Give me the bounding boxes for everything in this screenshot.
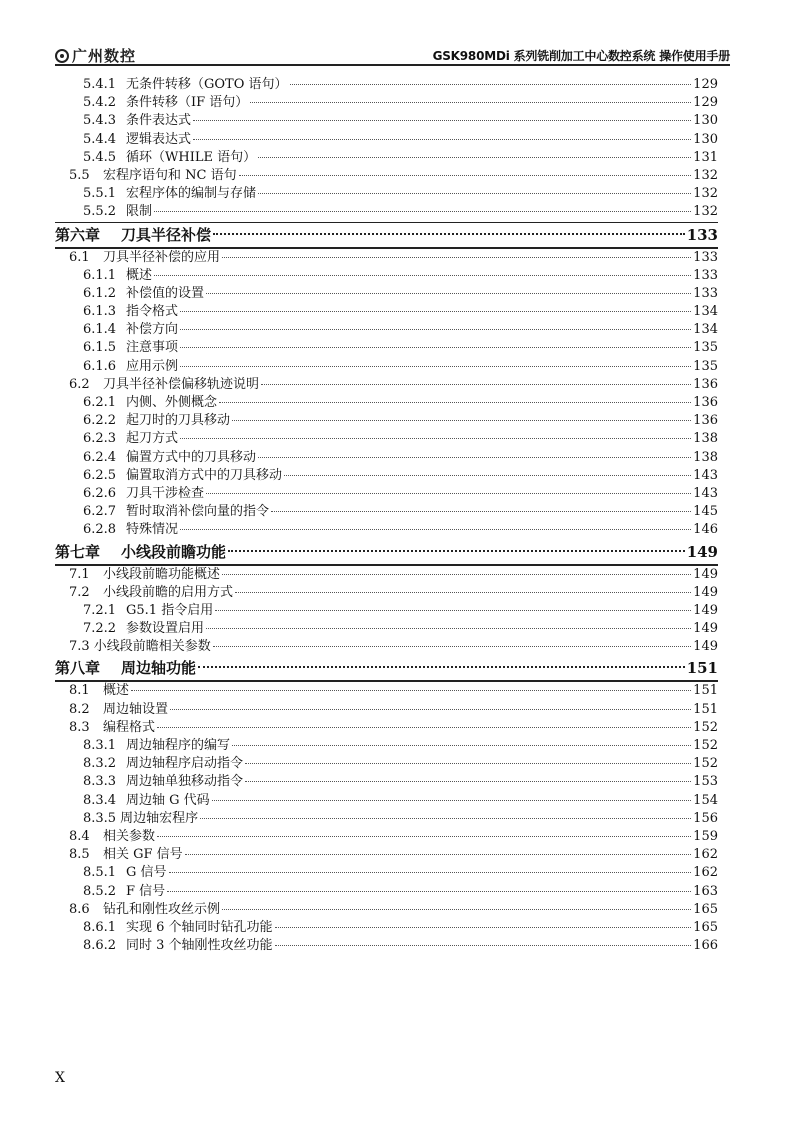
toc-leader-dots — [206, 628, 691, 629]
toc-entry[interactable] — [55, 521, 718, 539]
toc-section-title: 周边轴宏程序 — [120, 810, 199, 826]
toc-leader-dots — [180, 311, 691, 312]
toc-section-title: 周边轴设置 — [103, 701, 169, 717]
toc-page-number: 133 — [693, 285, 718, 301]
toc-section-title: 钻孔和刚性攻丝示例 — [103, 901, 221, 917]
toc-page-number: 149 — [693, 621, 718, 637]
toc-entry[interactable] — [55, 485, 718, 503]
toc-section-title: 小线段前瞻相关参数 — [93, 639, 211, 655]
toc-leader-dots — [258, 157, 691, 158]
toc-entry[interactable] — [55, 937, 718, 955]
toc-page-number: 134 — [693, 304, 718, 320]
toc-entry[interactable] — [55, 864, 718, 882]
page-header — [55, 44, 730, 66]
toc-leader-dots — [180, 529, 691, 530]
toc-leader-dots — [232, 745, 691, 746]
toc-section-title: 周边轴程序启动指令 — [126, 756, 244, 772]
toc-leader-dots — [180, 366, 691, 367]
company-logo — [55, 45, 136, 66]
toc-entry[interactable] — [55, 249, 718, 267]
toc-entry[interactable] — [55, 620, 718, 638]
toc-section-number: 7.2 — [69, 584, 90, 600]
toc-page-number: 165 — [693, 901, 718, 917]
toc-section-number: 8.3.1 — [83, 738, 117, 753]
toc-chapter-entry[interactable] — [55, 540, 718, 566]
toc-section-title: 限制 — [126, 204, 153, 220]
toc-leader-dots — [193, 139, 691, 140]
toc-entry[interactable] — [55, 755, 718, 773]
toc-leader-dots — [213, 233, 685, 235]
toc-leader-dots — [258, 457, 691, 458]
toc-section-title: 注意事项 — [126, 340, 179, 356]
toc-entry[interactable] — [55, 321, 718, 339]
toc-leader-dots — [245, 781, 691, 782]
toc-leader-dots — [131, 690, 691, 691]
toc-section-title: 周边轴 G 代码 — [126, 792, 210, 808]
toc-section-title: 同时 3 个轴刚性攻丝功能 — [126, 938, 273, 954]
toc-page-number: 149 — [686, 542, 718, 561]
toc-section-title: 条件转移（IF 语句） — [126, 95, 249, 111]
toc-entry[interactable] — [55, 846, 718, 864]
toc-section-number: 6.2.4 — [83, 449, 117, 465]
toc-section-number: 8.5.1 — [83, 865, 117, 881]
toc-leader-dots — [275, 927, 692, 928]
toc-page-number: 152 — [693, 719, 718, 735]
toc-entry[interactable] — [55, 203, 718, 221]
toc-entry[interactable] — [55, 810, 718, 828]
toc-section-number: 5.4.3 — [83, 113, 117, 129]
toc-section-title: 条件表达式 — [126, 113, 192, 129]
toc-section-title: G5.1 指令启用 — [126, 602, 214, 618]
toc-section-number: 6.1.6 — [83, 358, 117, 374]
toc-entry[interactable] — [55, 131, 718, 149]
toc-section-number: 5.5 — [69, 167, 90, 183]
toc-section-title: 指令格式 — [126, 304, 179, 320]
toc-entry[interactable] — [55, 701, 718, 719]
toc-section-title: 刀具半径补偿 — [121, 225, 212, 244]
toc-section-number: 6.2.2 — [83, 413, 117, 429]
toc-entry[interactable] — [55, 449, 718, 467]
toc-page-number: 136 — [693, 413, 718, 429]
page-number: X — [55, 1070, 65, 1086]
toc-entry[interactable] — [55, 394, 718, 412]
toc-section-number: 8.6.1 — [83, 919, 117, 935]
toc-section-number: 6.1.1 — [83, 267, 117, 283]
toc-entry[interactable] — [55, 584, 718, 602]
toc-page-number: 149 — [693, 639, 718, 655]
toc-section-title: 暂时取消补偿向量的指令 — [126, 504, 270, 520]
toc-leader-dots — [200, 818, 691, 819]
toc-page-number: 136 — [693, 395, 718, 410]
toc-entry[interactable] — [55, 167, 718, 185]
toc-section-number: 8.3.3 — [83, 774, 117, 790]
toc-section-number: 第七章 — [55, 542, 101, 561]
toc-leader-dots — [180, 347, 691, 348]
toc-page-number: 149 — [693, 602, 718, 618]
toc-section-title: 实现 6 个轴同时钻孔功能 — [126, 919, 273, 935]
toc-section-number: 6.2.5 — [83, 467, 117, 483]
toc-page-number: 149 — [693, 584, 718, 600]
toc-leader-dots — [219, 402, 691, 403]
toc-leader-dots — [157, 727, 691, 728]
toc-section-title: 周边轴程序的编写 — [126, 738, 231, 753]
toc-page-number: 129 — [693, 95, 718, 111]
manual-title: GSK980MDi 系列铣削加工中心数控系统 操作使用手册 — [432, 49, 730, 63]
toc-leader-dots — [232, 420, 691, 421]
toc-section-number: 8.3.2 — [83, 756, 117, 772]
toc-section-number: 8.4 — [69, 828, 90, 844]
toc-leader-dots — [212, 800, 692, 801]
toc-entry[interactable] — [55, 94, 718, 112]
toc-section-number: 6.2.6 — [83, 485, 117, 501]
toc-section-title: 起刀时的刀具移动 — [126, 413, 231, 429]
toc-leader-dots — [245, 763, 691, 764]
toc-entry[interactable] — [55, 376, 718, 394]
toc-leader-dots — [180, 438, 691, 439]
toc-section-number: 8.2 — [69, 701, 90, 717]
toc-section-number: 第八章 — [55, 659, 101, 678]
toc-section-title: 概述 — [126, 267, 153, 283]
toc-page-number: 130 — [693, 131, 718, 147]
toc-page-number: 143 — [693, 467, 718, 483]
toc-leader-dots — [261, 384, 691, 385]
toc-page-number: 136 — [693, 376, 718, 392]
toc-page-number: 133 — [693, 267, 718, 283]
toc-leader-dots — [206, 493, 691, 494]
toc-section-number: 6.1.5 — [83, 340, 117, 356]
toc-page-number: 151 — [686, 659, 718, 678]
toc-section-title: 编程格式 — [103, 719, 156, 735]
toc-page-number: 159 — [693, 828, 718, 844]
toc-entry[interactable] — [55, 602, 718, 620]
toc-section-title: 补偿值的设置 — [126, 285, 205, 301]
toc-section-title: 刀具半径补偿的应用 — [103, 249, 221, 265]
toc-section-number: 8.3.4 — [83, 792, 117, 808]
toc-chapter-entry[interactable] — [55, 656, 718, 682]
toc-section-title: 偏置方式中的刀具移动 — [126, 449, 257, 465]
toc-entry[interactable] — [55, 467, 718, 485]
toc-leader-dots — [206, 293, 691, 294]
toc-leader-dots — [193, 120, 691, 121]
toc-section-title: 特殊情况 — [126, 522, 179, 538]
toc-leader-dots — [157, 836, 691, 837]
toc-section-number: 第六章 — [55, 225, 101, 244]
toc-entry[interactable] — [55, 303, 718, 321]
toc-leader-dots — [169, 872, 692, 873]
toc-page-number: 166 — [693, 938, 718, 954]
toc-entry[interactable] — [55, 828, 718, 846]
logo-icon — [55, 49, 69, 63]
toc-leader-dots — [170, 709, 691, 710]
toc-section-title: 小线段前瞻功能概述 — [103, 566, 221, 582]
toc-entry[interactable] — [55, 792, 718, 810]
toc-chapter-entry[interactable] — [55, 222, 718, 249]
toc-section-number: 8.3 — [69, 719, 90, 735]
toc-page-number: 130 — [693, 113, 718, 129]
toc-page-number: 143 — [693, 485, 718, 501]
toc-leader-dots — [222, 574, 691, 575]
toc-section-title: 概述 — [103, 683, 130, 699]
toc-section-number: 8.5.2 — [83, 883, 117, 899]
toc-page-number: 135 — [693, 358, 718, 374]
toc-section-number: 7.2.2 — [83, 621, 117, 637]
toc-entry[interactable] — [55, 682, 718, 700]
toc-section-title: 起刀方式 — [126, 431, 179, 447]
toc-leader-dots — [222, 257, 691, 258]
toc-section-number: 6.2.1 — [83, 395, 117, 410]
toc-leader-dots — [180, 329, 691, 330]
toc-page-number: 162 — [693, 865, 718, 881]
toc-section-number: 6.1 — [69, 249, 90, 265]
toc-section-number: 8.1 — [69, 683, 90, 699]
toc-section-number: 5.4.5 — [83, 149, 117, 165]
toc-section-number: 5.5.1 — [83, 186, 117, 202]
toc-entry[interactable] — [55, 430, 718, 448]
toc-leader-dots — [271, 511, 691, 512]
toc-page-number: 154 — [693, 792, 718, 808]
toc-entry[interactable] — [55, 719, 718, 737]
toc-section-title: 补偿方向 — [126, 322, 179, 338]
toc-section-number: 8.6.2 — [83, 938, 117, 954]
toc-section-title: G 信号 — [126, 865, 167, 881]
toc-page-number: 138 — [693, 431, 718, 447]
toc-leader-dots — [250, 102, 691, 103]
toc-page-number: 138 — [693, 449, 718, 465]
toc-section-title: 逻辑表达式 — [126, 131, 192, 147]
toc-section-number: 6.2.3 — [83, 431, 117, 447]
toc-section-number: 8.3.5 — [83, 810, 117, 826]
toc-leader-dots — [222, 909, 691, 910]
toc-page-number: 151 — [693, 683, 718, 699]
toc-entry[interactable] — [55, 149, 718, 167]
toc-section-title: 相关 GF 信号 — [103, 847, 183, 863]
toc-page-number: 134 — [693, 322, 718, 338]
toc-section-title: 参数设置启用 — [126, 621, 205, 637]
toc-section-title: 宏程序语句和 NC 语句 — [103, 167, 237, 183]
toc-leader-dots — [275, 945, 692, 946]
toc-section-title: 刀具干涉检查 — [126, 485, 205, 501]
toc-page-number: 135 — [693, 340, 718, 356]
toc-page-number: 149 — [693, 566, 718, 582]
toc-entry[interactable] — [55, 901, 718, 919]
toc-section-number: 6.1.3 — [83, 304, 117, 320]
toc-section-title: 周边轴单独移动指令 — [126, 774, 244, 790]
toc-page-number: 145 — [693, 504, 718, 520]
logo-text: 广州数控 — [72, 47, 137, 65]
toc-leader-dots — [213, 646, 691, 647]
toc-section-number: 8.5 — [69, 847, 90, 863]
toc-section-title: 应用示例 — [126, 358, 179, 374]
toc-entry[interactable] — [55, 185, 718, 203]
toc-section-number: 6.1.2 — [83, 285, 117, 301]
toc-entry[interactable] — [55, 773, 718, 791]
toc-page-number: 129 — [693, 77, 718, 92]
toc-page-number: 156 — [693, 810, 718, 826]
toc-entry[interactable] — [55, 285, 718, 303]
toc-section-title: 相关参数 — [103, 828, 156, 844]
toc-leader-dots — [258, 193, 691, 194]
toc-entry[interactable] — [55, 883, 718, 901]
toc-entry[interactable] — [55, 339, 718, 357]
toc-page-number: 152 — [693, 738, 718, 753]
toc-section-number: 7.2.1 — [83, 602, 117, 618]
toc-entry[interactable] — [55, 112, 718, 130]
toc-section-title: 刀具半径补偿偏移轨迹说明 — [103, 376, 260, 392]
toc-leader-dots — [235, 592, 691, 593]
toc-page-number: 163 — [693, 883, 718, 899]
toc-section-number: 5.4.4 — [83, 131, 117, 147]
toc-section-title: 宏程序体的编制与存储 — [126, 186, 257, 202]
toc-section-number: 6.1.4 — [83, 322, 117, 338]
toc-section-number: 5.5.2 — [83, 204, 117, 220]
toc-page-number: 132 — [693, 186, 718, 202]
toc-entry[interactable] — [55, 267, 718, 285]
toc-page-number: 131 — [693, 149, 718, 165]
toc-section-number: 7.1 — [69, 566, 90, 582]
toc-section-number: 6.2 — [69, 376, 90, 392]
toc-section-title: 偏置取消方式中的刀具移动 — [126, 467, 283, 483]
toc-section-title: 循环（WHILE 语句） — [126, 149, 257, 165]
toc-entry[interactable] — [55, 76, 718, 94]
toc-leader-dots — [228, 550, 685, 552]
toc-section-number: 5.4.1 — [83, 77, 117, 92]
toc-section-number: 5.4.2 — [83, 95, 117, 111]
toc-entry[interactable] — [55, 919, 718, 937]
toc-entry[interactable] — [55, 358, 718, 376]
toc-page-number: 146 — [693, 522, 718, 538]
toc-entry[interactable] — [55, 503, 718, 521]
toc-page-number: 152 — [693, 756, 718, 772]
toc-page-number: 133 — [686, 225, 718, 244]
toc-leader-dots — [198, 666, 685, 668]
toc-leader-dots — [154, 211, 691, 212]
toc-leader-dots — [154, 275, 691, 276]
toc-leader-dots — [290, 84, 692, 85]
toc-section-number: 6.2.8 — [83, 522, 117, 538]
toc-section-title: 内侧、外侧概念 — [126, 395, 218, 410]
toc-leader-dots — [185, 854, 692, 855]
toc-section-title: 小线段前瞻的启用方式 — [103, 584, 234, 600]
toc-leader-dots — [215, 610, 691, 611]
toc-page-number: 132 — [693, 167, 718, 183]
toc-entry[interactable] — [55, 638, 718, 656]
toc-page-number: 165 — [693, 919, 718, 935]
toc-section-number: 6.2.7 — [83, 504, 117, 520]
toc-section-number: 7.3 — [69, 639, 90, 655]
toc-page-number: 151 — [693, 701, 718, 717]
toc-page-number: 153 — [693, 774, 718, 790]
toc-section-number: 8.6 — [69, 901, 90, 917]
toc-section-title: 周边轴功能 — [121, 659, 197, 678]
table-of-contents — [55, 76, 718, 955]
toc-section-title: 无条件转移（GOTO 语句） — [126, 77, 288, 92]
toc-page-number: 132 — [693, 204, 718, 220]
toc-leader-dots — [284, 475, 691, 476]
toc-leader-dots — [239, 175, 692, 176]
toc-page-number: 162 — [693, 847, 718, 863]
toc-section-title: 小线段前瞻功能 — [121, 542, 227, 561]
toc-entry[interactable] — [55, 737, 718, 755]
toc-section-title: F 信号 — [126, 883, 166, 899]
toc-leader-dots — [167, 891, 691, 892]
toc-entry[interactable] — [55, 412, 718, 430]
toc-entry[interactable] — [55, 566, 718, 584]
toc-page-number: 133 — [693, 249, 718, 265]
